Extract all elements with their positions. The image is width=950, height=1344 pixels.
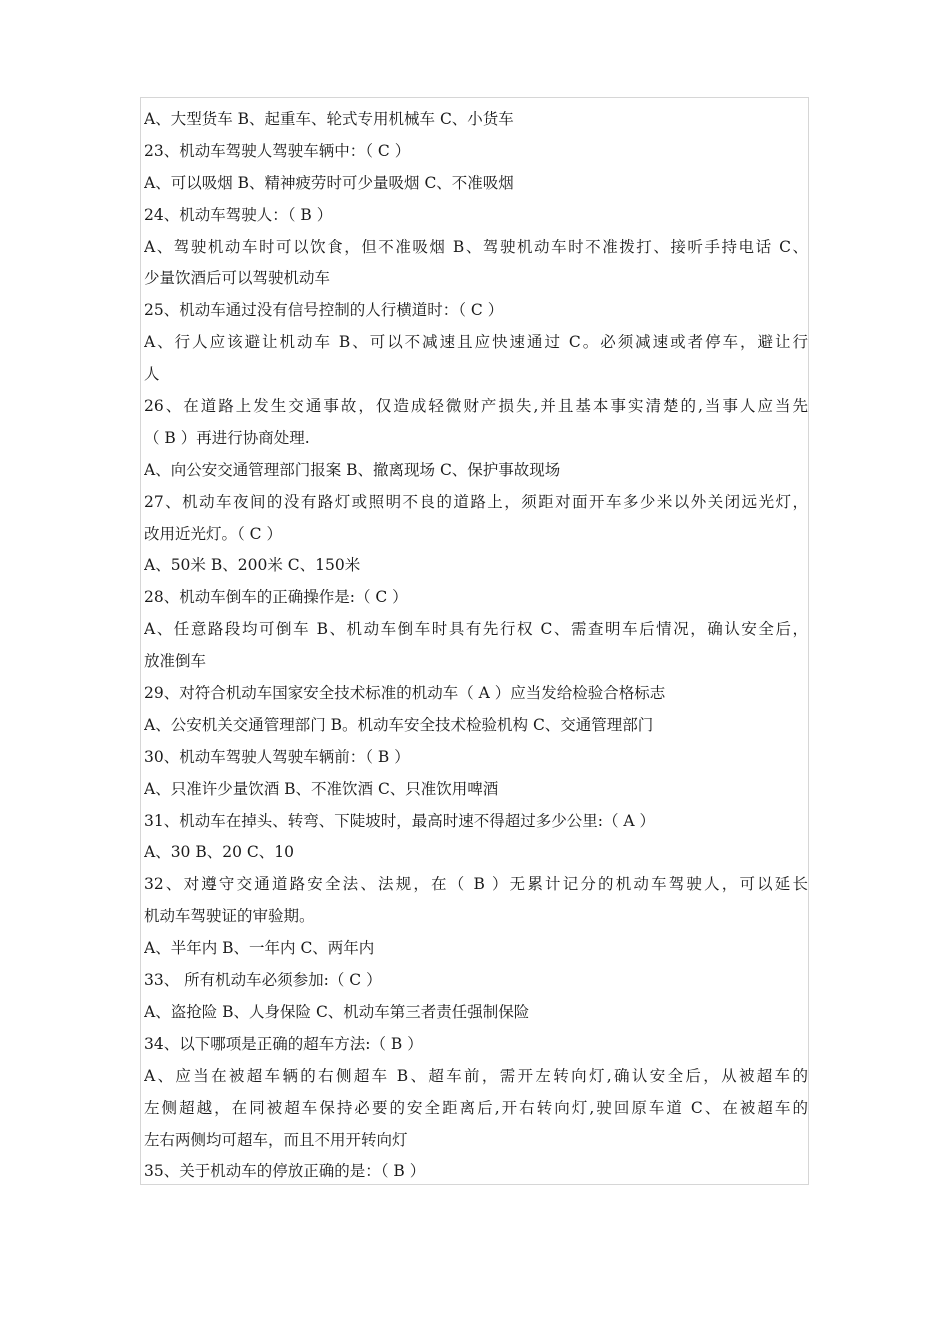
answer-options-continuation: 左右两侧均可超车，而且不用开转向灯	[144, 1130, 408, 1149]
answer-options-continuation: 少量饮酒后可以驾驶机动车	[144, 269, 331, 288]
question-24: 24、机动车驾驶人：（ B ）	[144, 205, 333, 224]
question-32: 32、对遵守交通道路安全法、法规，在（ B ）无累计记分的机动车驾驶人，可以延长	[144, 875, 808, 894]
question-31: 31、机动车在掉头、转弯、下陡坡时，最高时速不得超过多少公里:（ A ）	[144, 811, 655, 830]
answer-options-line: A、行人应该避让机动车 B、可以不减速且应快速通过 C。必须减速或者停车，避让行	[144, 333, 808, 352]
answer-options-line: A、盗抢险 B、人身保险 C、机动车第三者责任强制保险	[144, 1002, 530, 1021]
answer-options-line: A、30 B、20 C、10	[144, 843, 294, 862]
answer-options-line: A、驾驶机动车时可以饮食，但不准吸烟 B、驾驶机动车时不准拨打、接听手持电话 C、	[144, 237, 808, 256]
answer-options-line: A、半年内 B、一年内 C、两年内	[144, 939, 375, 958]
answer-options-line: A、任意路段均可倒车 B、机动车倒车时具有先行权 C、需查明车后情况，确认安全后，	[144, 620, 808, 639]
answer-options-continuation: 放准倒车	[144, 652, 207, 671]
answer-options-continuation: 左侧超越，在同被超车保持必要的安全距离后,开右转向灯,驶回原车道 C、在被超车的	[144, 1098, 808, 1117]
document-body	[144, 104, 808, 1188]
question-34: 34、以下哪项是正确的超车方法:（ B ）	[144, 1034, 423, 1053]
question-33: 33、 所有机动车必须参加:（ C ）	[144, 971, 382, 990]
question-26-continuation: （ B ）再进行协商处理.	[144, 428, 310, 447]
answer-options-line: A、向公安交通管理部门报案 B、撤离现场 C、保护事故现场	[144, 460, 561, 479]
answer-options-continuation: 人	[144, 365, 160, 384]
question-29: 29、对符合机动车国家安全技术标准的机动车（ A ）应当发给检验合格标志	[144, 684, 666, 703]
answer-options-line: A、大型货车 B、起重车、轮式专用机械车 C、小货车	[144, 110, 514, 128]
answer-options-line: A、应当在被超车辆的右侧超车 B、超车前，需开左转向灯,确认安全后，从被超车的	[144, 1066, 808, 1085]
question-25: 25、机动车通过没有信号控制的人行横道时：（ C ）	[144, 301, 504, 320]
question-26: 26、在道路上发生交通事故，仅造成轻微财产损失,并且基本事实清楚的,当事人应当先	[144, 397, 808, 416]
question-32-continuation: 机动车驾驶证的审验期。	[144, 907, 315, 926]
question-27: 27、机动车夜间的没有路灯或照明不良的道路上，须距对面开车多少米以外关闭远光灯，	[144, 492, 808, 511]
answer-options-line: A、可以吸烟 B、精神疲劳时可少量吸烟 C、不准吸烟	[144, 173, 514, 192]
answer-options-line: A、公安机关交通管理部门 B。机动车安全技术检验机构 C、交通管理部门	[144, 715, 654, 734]
answer-options-line: A、50米 B、200米 C、150米	[144, 556, 361, 575]
question-35: 35、关于机动车的停放正确的是：（ B ）	[144, 1162, 426, 1181]
question-28: 28、机动车倒车的正确操作是:（ C ）	[144, 588, 408, 607]
question-23: 23、机动车驾驶人驾驶车辆中：（ C ）	[144, 141, 411, 160]
answer-options-line: A、只准许少量饮酒 B、不准饮酒 C、只准饮用啤酒	[144, 779, 499, 798]
question-30: 30、机动车驾驶人驾驶车辆前：（ B ）	[144, 747, 410, 766]
question-27-continuation: 改用近光灯。（ C ）	[144, 524, 282, 543]
